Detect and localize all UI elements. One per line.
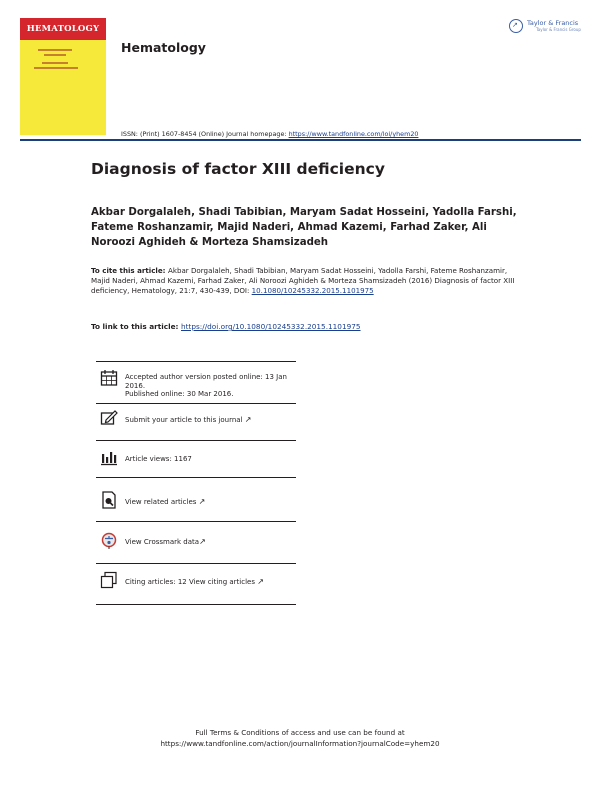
doi-link[interactable]: 10.1080/10245332.2015.1101975 <box>251 286 374 296</box>
external-link-icon: ↗ <box>257 577 264 586</box>
citing-articles-icon <box>100 571 118 589</box>
citation-text: Akbar Dorgalaleh, Shadi Tabibian, Maryam Sadat Hosseini, Yadolla Farshi, Fateme Roshanzamir, Majid Naderi, Ahmad Kazemi, Farhad Zaker, Ali Noroozi Aghideh & Morteza Shamsizadeh (2016) Diagnosis of factor XIII deficiency, Hematology, 21:7, 430-439, DOI: <box>91 266 515 296</box>
article-title: Diagnosis of factor XIII deficiency <box>91 160 385 178</box>
divider <box>96 403 296 404</box>
link-label: To link to this article: <box>91 322 182 331</box>
issn-text: ISSN: (Print) 1607-8454 (Online) Journal homepage: <box>121 130 289 138</box>
cover-text-line <box>38 49 72 51</box>
publisher-name: Taylor & Francis <box>527 19 579 27</box>
header-divider <box>20 139 581 141</box>
article-views: Article views: 1167 <box>125 455 192 463</box>
crossmark-icon <box>100 532 118 550</box>
divider <box>96 604 296 605</box>
cover-title: HEMATOLOGY <box>26 24 100 34</box>
citation-block <box>91 266 521 297</box>
cover-text-line <box>44 54 66 56</box>
publisher-arrow-icon: ↗ <box>512 21 518 29</box>
divider <box>96 477 296 478</box>
external-link-icon: ↗ <box>199 537 206 546</box>
related-articles-link[interactable] <box>125 498 205 507</box>
article-doi-url-link[interactable]: https://doi.org/10.1080/10245332.2015.1101975 <box>181 322 361 331</box>
cover-text-line <box>34 67 78 69</box>
calendar-icon <box>100 369 118 387</box>
bar-chart-icon <box>100 449 118 467</box>
external-link-icon: ↗ <box>198 497 206 506</box>
submit-article-link[interactable] <box>125 416 251 425</box>
divider <box>96 361 296 362</box>
citing-articles-label: Citing articles: 12 View citing articles <box>125 578 255 586</box>
crossmark-link[interactable] <box>125 538 206 547</box>
journal-homepage-link[interactable]: https://www.tandfonline.com/loi/yhem20 <box>288 130 419 138</box>
article-link-line <box>91 322 361 331</box>
footer-terms-link[interactable]: https://www.tandfonline.com/action/journalInformation?journalCode=yhem20 <box>160 739 440 748</box>
citation-label: To cite this article: <box>91 266 168 275</box>
search-document-icon <box>100 491 118 509</box>
footer-terms-line: Full Terms & Conditions of access and use can be found at <box>195 728 405 737</box>
divider <box>96 563 296 564</box>
publisher-logo[interactable] <box>509 19 581 35</box>
publisher-group-name: Taylor & Francis Group <box>536 27 581 32</box>
crossmark-label: View Crossmark data <box>125 538 200 546</box>
published-date: Published online: 30 Mar 2016. <box>125 390 234 398</box>
citing-articles-link[interactable] <box>125 578 264 587</box>
divider <box>96 440 296 441</box>
journal-cover <box>20 18 106 135</box>
edit-icon <box>100 408 118 426</box>
cover-text-line <box>42 62 68 64</box>
external-link-icon: ↗ <box>244 415 252 424</box>
journal-name: Hematology <box>121 40 206 55</box>
submit-article-label: Submit your article to this journal <box>125 416 243 424</box>
related-articles-label: View related articles <box>125 498 197 506</box>
accepted-date: Accepted author version posted online: 13 Jan 2016. <box>125 373 287 390</box>
divider <box>96 521 296 522</box>
issn-line <box>121 130 418 138</box>
author-list: Akbar Dorgalaleh, Shadi Tabibian, Maryam Sadat Hosseini, Yadolla Farshi, Fateme Roshanzamir, Majid Naderi, Ahmad Kazemi, Farhad Zaker, Ali Noroozi Aghideh & Morteza Shamsizadeh <box>91 207 517 248</box>
